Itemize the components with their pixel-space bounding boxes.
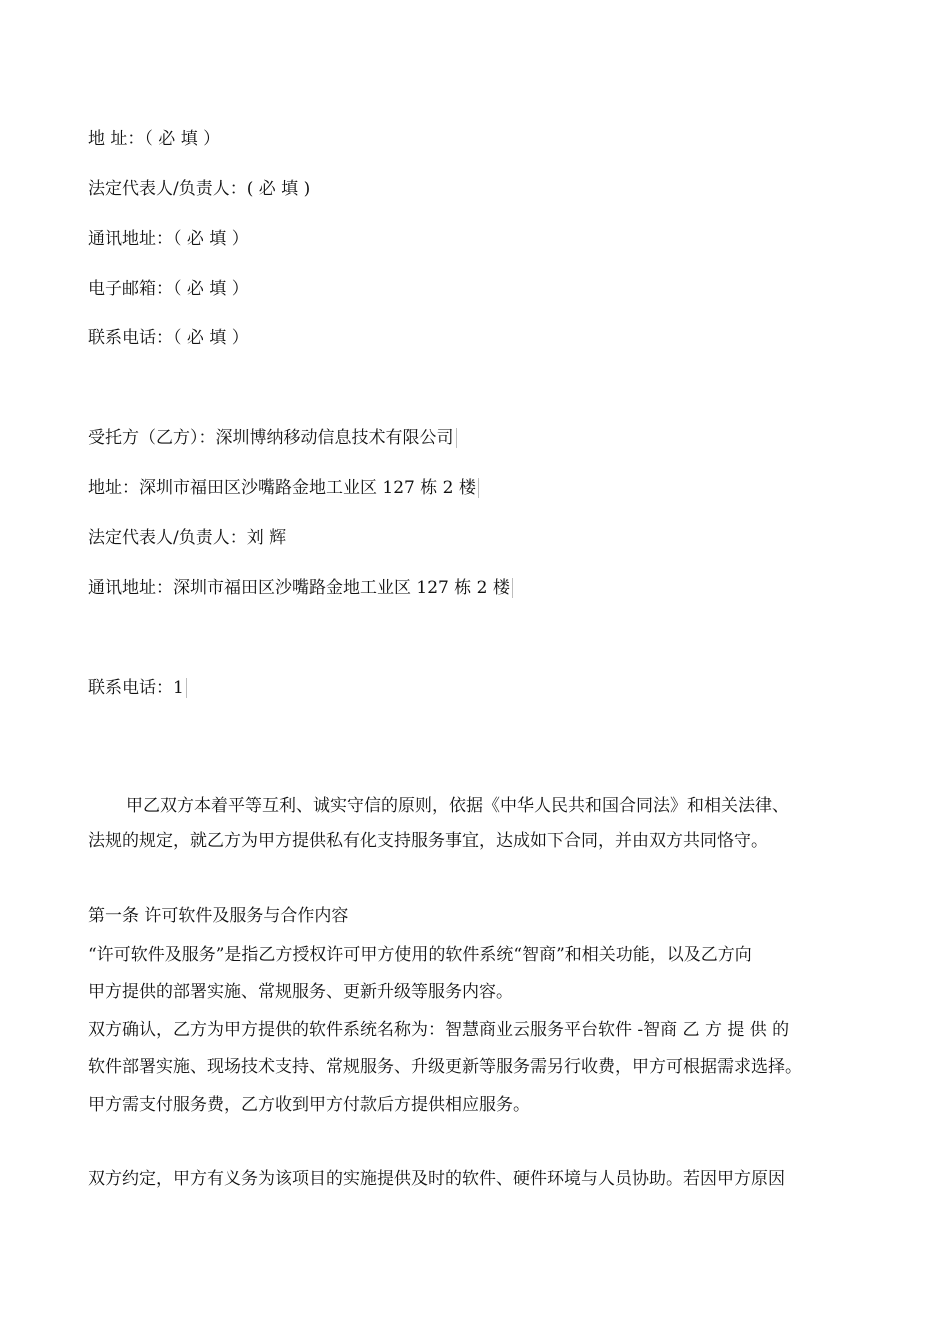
article-1-p1-line1: “许可软件及服务”是指乙方授权许可甲方使用的软件系统“智商”和相关功能，以及乙方向 [88, 945, 752, 965]
party-b-legal-rep: 法定代表人/负责人：刘 辉 [88, 528, 287, 548]
party-a-legal-rep: 法定代表人/负责人：( 必 填 ) [88, 179, 311, 199]
party-b-phone-field[interactable]: 1 [173, 678, 187, 698]
party-b-address-label: 地址： [88, 478, 139, 498]
intro-line-1: 甲乙双方本着平等互利、诚实守信的原则，依据《中华人民共和国合同法》和相关法律、 [126, 796, 789, 816]
article-1-p2-line2: 软件部署实施、现场技术支持、常规服务、升级更新等服务需另行收费，甲方可根据需求选择。 [88, 1057, 802, 1077]
party-a-email: 电子邮箱：（ 必 填 ） [88, 279, 249, 299]
party-b-mail-label: 通讯地址： [88, 578, 173, 598]
party-a-address: 地 址：（ 必 填 ） [88, 129, 221, 149]
party-b-phone-row [88, 676, 187, 700]
party-b-phone-label: 联系电话： [88, 678, 173, 698]
party-b-name-row [88, 426, 457, 450]
article-1-p2-line1: 双方确认，乙方为甲方提供的软件系统名称为：智慧商业云服务平台软件 -智商 乙 方 提 供 的 [88, 1020, 790, 1040]
party-a-phone: 联系电话：（ 必 填 ） [88, 328, 249, 348]
party-b-address-row [88, 476, 479, 500]
party-b-mail-field[interactable]: 深圳市福田区沙嘴路金地工业区 127 栋 2 楼 [173, 578, 513, 598]
party-b-mail-row [88, 576, 513, 600]
article-1-p1-line2: 甲方提供的部署实施、常规服务、更新升级等服务内容。 [88, 982, 513, 1002]
party-b-name-label: 受托方（乙方）： [88, 428, 216, 448]
party-b-name-field[interactable]: 深圳博纳移动信息技术有限公司 [216, 428, 457, 448]
party-b-address-field[interactable]: 深圳市福田区沙嘴路金地工业区 127 栋 2 楼 [139, 478, 479, 498]
article-1-p3-line1: 双方约定，甲方有义务为该项目的实施提供及时的软件、硬件环境与人员协助。若因甲方原因 [88, 1169, 785, 1189]
party-a-mail-address: 通讯地址：（ 必 填 ） [88, 229, 249, 249]
article-1-p2-line3: 甲方需支付服务费，乙方收到甲方付款后方提供相应服务。 [88, 1095, 530, 1115]
intro-line-2: 法规的规定，就乙方为甲方提供私有化支持服务事宜，达成如下合同，并由双方共同恪守。 [88, 831, 768, 851]
article-1-title: 第一条 许可软件及服务与合作内容 [88, 906, 349, 926]
